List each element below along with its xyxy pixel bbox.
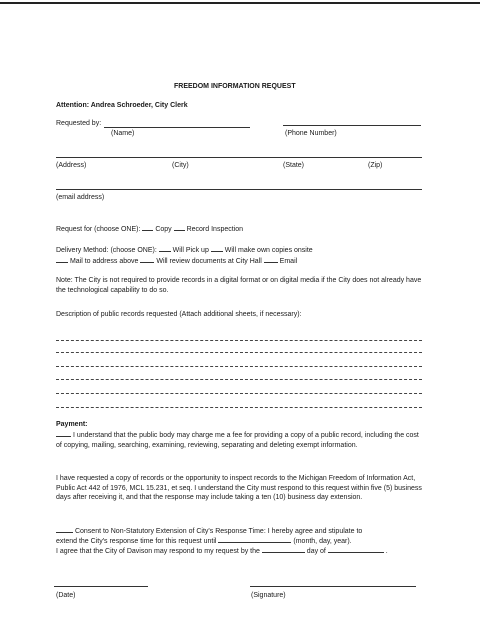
payment-text: I understand that the public body may charge me a fee for providing a copy of a public record, including the cost of copying, mailing, searching, examining, reviewing, separating and deleting exempt information. xyxy=(56,432,419,449)
consent-date-format: (month, day, year). xyxy=(293,538,352,545)
form-title: FREEDOM INFORMATION REQUEST xyxy=(174,83,296,90)
own-copies-option: Will make own copies onsite xyxy=(224,247,313,254)
description-line-2[interactable] xyxy=(56,352,422,353)
delivery-line-2 xyxy=(56,256,297,266)
description-label: Description of public records requested (Attach additional sheets, if necessary): xyxy=(56,311,302,318)
response-month-field[interactable] xyxy=(328,546,384,553)
consent-line-2 xyxy=(56,536,352,546)
pickup-checkbox[interactable] xyxy=(159,245,171,252)
inspection-checkbox[interactable] xyxy=(174,224,185,231)
email-caption: (email address) xyxy=(56,194,105,201)
inspection-option: Record Inspection xyxy=(186,226,244,233)
state-caption: (State) xyxy=(283,162,305,169)
response-day-field[interactable] xyxy=(262,546,305,553)
fee-ack-checkbox[interactable] xyxy=(56,430,71,437)
request-type-line xyxy=(56,224,243,234)
consent-day-of-text: day of xyxy=(306,548,326,555)
phone-field-line[interactable] xyxy=(283,125,421,126)
consent-checkbox[interactable] xyxy=(56,526,73,533)
response-time-paragraph: I have requested a copy of records or the opportunity to inspect records to the Michigan Freedom of Information Act, Public Act 442 of 1976, MCL 15.231, et seq. I understand the City must respond to this request within five (5) business days after receiving it, and that the response may include taking a ten (10) business day extension. xyxy=(56,475,422,502)
request-type-label: Request for (choose ONE): xyxy=(56,226,141,233)
payment-acknowledgement xyxy=(56,430,422,450)
signature-caption: (Signature) xyxy=(251,592,286,599)
copy-option: Copy xyxy=(155,226,172,233)
description-line-4[interactable] xyxy=(56,379,422,380)
consent-text: Consent to Non-Statutory Extension of City's Response Time: I hereby agree and stipulate to xyxy=(74,528,363,535)
name-field-line[interactable] xyxy=(104,127,250,128)
email-field-line[interactable] xyxy=(56,189,422,190)
address-field-line[interactable] xyxy=(56,157,422,158)
delivery-label: Delivery Method: (choose ONE): xyxy=(56,247,157,254)
digital-format-note: Note: The City is not required to provide records in a digital format or on digital media if the City does not already have the technological capability to do so. xyxy=(56,277,422,294)
name-caption: (Name) xyxy=(111,130,135,137)
description-line-5[interactable] xyxy=(56,393,422,394)
description-line-1[interactable] xyxy=(56,340,422,341)
description-line-3[interactable] xyxy=(56,366,422,367)
attention-line: Attention: Andrea Schroeder, City Clerk xyxy=(56,102,188,109)
consent-agree-text: I agree that the City of Davison may respond to my request by the xyxy=(56,548,260,555)
mail-option: Mail to address above xyxy=(69,258,139,265)
signature-field-line[interactable] xyxy=(250,586,416,587)
date-caption: (Date) xyxy=(56,592,76,599)
consent-line-1 xyxy=(56,526,362,536)
zip-caption: (Zip) xyxy=(368,162,383,169)
date-field-line[interactable] xyxy=(54,586,148,587)
payment-heading: Payment: xyxy=(56,421,88,428)
own-copies-checkbox[interactable] xyxy=(211,245,223,252)
email-option: Email xyxy=(279,258,298,265)
scan-top-edge xyxy=(0,2,480,4)
consent-line-3 xyxy=(56,546,388,556)
consent-extend-text: extend the City's response time for this request until xyxy=(56,538,217,545)
consent-period: . xyxy=(385,548,388,555)
extension-date-field[interactable] xyxy=(218,536,291,543)
email-checkbox[interactable] xyxy=(264,256,278,263)
mail-checkbox[interactable] xyxy=(56,256,68,263)
phone-caption: (Phone Number) xyxy=(285,130,337,137)
copy-checkbox[interactable] xyxy=(142,224,153,231)
review-option: Will review documents at City Hall xyxy=(156,258,262,265)
city-caption: (City) xyxy=(172,162,189,169)
requested-by-label: Requested by: xyxy=(56,120,102,127)
delivery-line-1 xyxy=(56,245,313,255)
review-checkbox[interactable] xyxy=(140,256,154,263)
description-line-6[interactable] xyxy=(56,407,422,408)
address-caption: (Address) xyxy=(56,162,87,169)
pickup-option: Will Pick up xyxy=(172,247,209,254)
